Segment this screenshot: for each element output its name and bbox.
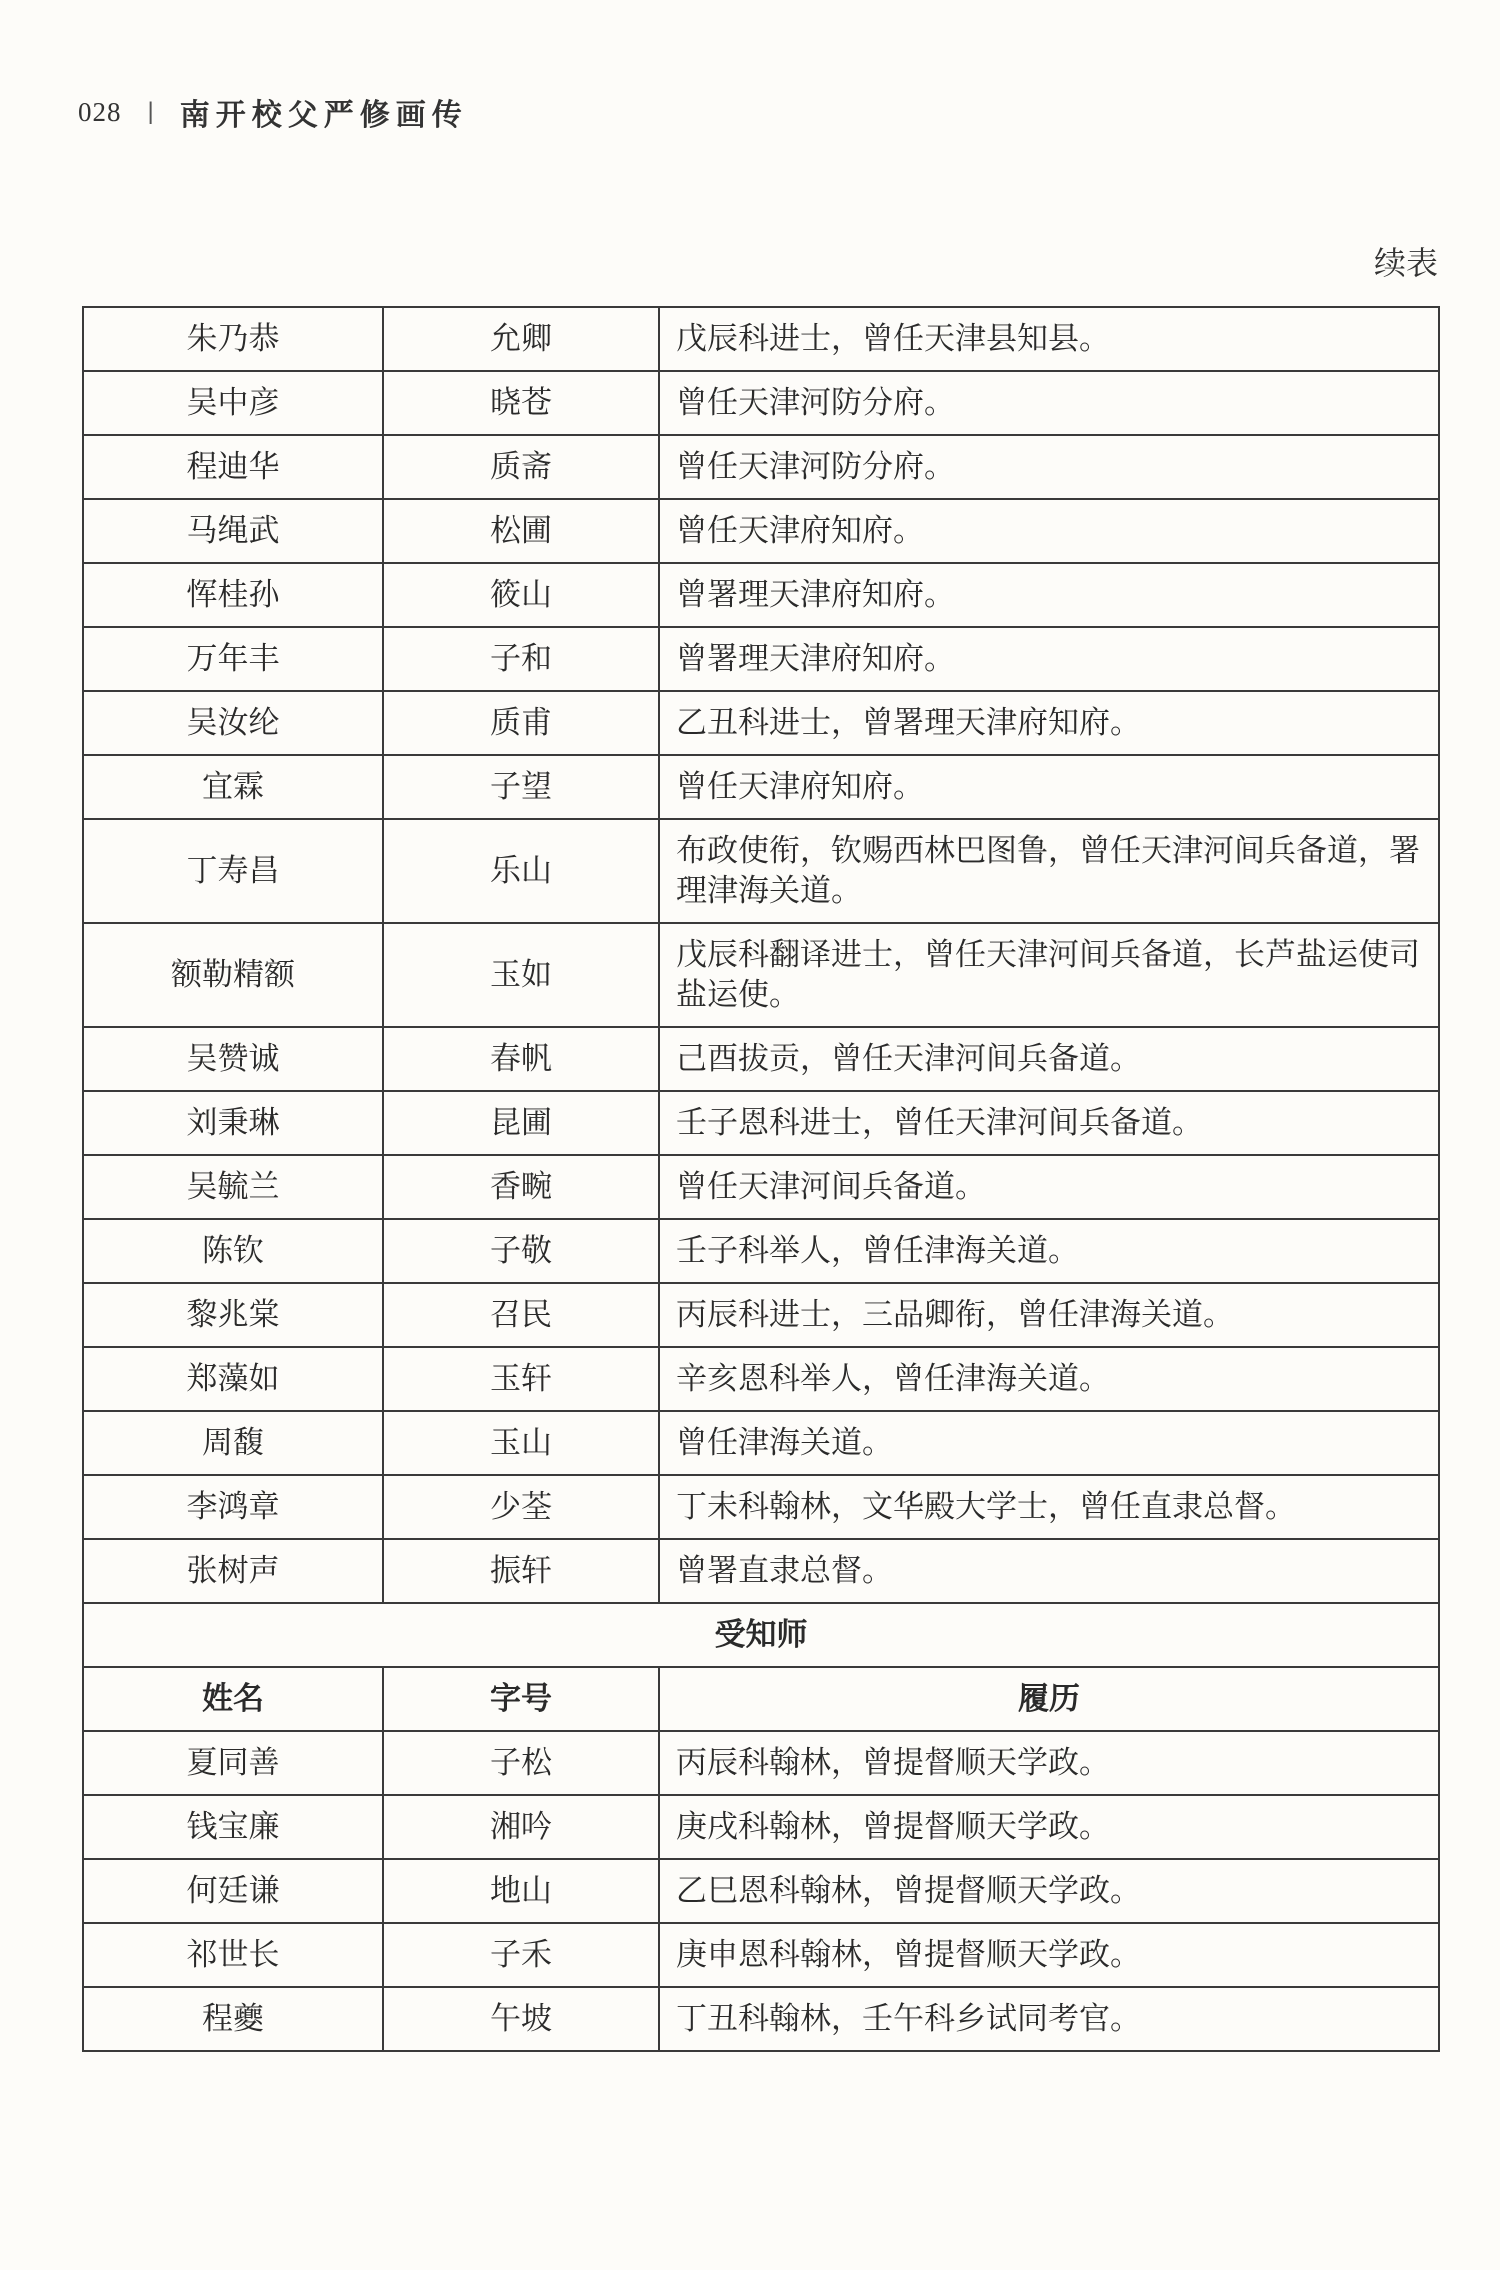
table-row [83,1347,1439,1411]
table-row [83,1475,1439,1539]
cell-courtesy: 昆圃 [383,1091,659,1155]
table-row [83,1859,1439,1923]
cell-name: 朱乃恭 [83,307,383,371]
cell-courtesy: 湘吟 [383,1795,659,1859]
table-row [83,563,1439,627]
cell-record: 戊辰科进士，曾任天津县知县。 [659,307,1439,371]
cell-courtesy: 子望 [383,755,659,819]
table-row [83,435,1439,499]
table-row [83,1283,1439,1347]
table-row [83,1987,1439,2051]
running-header [78,90,468,134]
table-row [83,1411,1439,1475]
table-row [83,1731,1439,1795]
table-row [83,1923,1439,1987]
cell-courtesy: 子禾 [383,1923,659,1987]
cell-courtesy: 乐山 [383,819,659,923]
cell-record: 曾任天津府知府。 [659,755,1439,819]
table-section-teachers [83,1603,1439,1731]
book-title: 南开校父严修画传 [179,98,468,133]
cell-courtesy: 质斋 [383,435,659,499]
cell-courtesy: 玉山 [383,1411,659,1475]
cell-name: 马绳武 [83,499,383,563]
table-row [83,1155,1439,1219]
table-row [83,1219,1439,1283]
table-row [83,923,1439,1027]
continued-table-label: 续表 [1373,244,1438,282]
cell-name: 丁寿昌 [83,819,383,923]
table-row [83,371,1439,435]
table-row [83,1795,1439,1859]
table-row [83,691,1439,755]
cell-courtesy: 召民 [383,1283,659,1347]
column-header-courtesy: 字号 [383,1667,659,1731]
table-row [83,819,1439,923]
cell-courtesy: 晓苍 [383,371,659,435]
cell-record: 辛亥恩科举人，曾任津海关道。 [659,1347,1439,1411]
cell-courtesy: 玉轩 [383,1347,659,1411]
cell-name: 何廷谦 [83,1859,383,1923]
table-body-officials [83,307,1439,1603]
column-header-name: 姓名 [83,1667,383,1731]
table-body-teachers [83,1731,1439,2051]
cell-name: 万年丰 [83,627,383,691]
table-row [83,1091,1439,1155]
cell-courtesy: 松圃 [383,499,659,563]
cell-courtesy: 少荃 [383,1475,659,1539]
cell-name: 程迪华 [83,435,383,499]
cell-name: 额勒精额 [83,923,383,1027]
cell-name: 张树声 [83,1539,383,1603]
cell-name: 程夔 [83,1987,383,2051]
cell-courtesy: 子松 [383,1731,659,1795]
cell-record: 壬子恩科进士，曾任天津河间兵备道。 [659,1091,1439,1155]
cell-courtesy: 地山 [383,1859,659,1923]
cell-record: 丙辰科进士，三品卿衔，曾任津海关道。 [659,1283,1439,1347]
table-row [83,307,1439,371]
cell-name: 周馥 [83,1411,383,1475]
cell-record: 曾任天津河间兵备道。 [659,1155,1439,1219]
header-separator: | [147,98,154,125]
cell-courtesy: 香畹 [383,1155,659,1219]
cell-record: 乙丑科进士，曾署理天津府知府。 [659,691,1439,755]
cell-record: 曾任天津府知府。 [659,499,1439,563]
cell-name: 恽桂孙 [83,563,383,627]
cell-record: 己酉拔贡，曾任天津河间兵备道。 [659,1027,1439,1091]
cell-record: 庚戌科翰林，曾提督顺天学政。 [659,1795,1439,1859]
cell-record: 丁未科翰林，文华殿大学士，曾任直隶总督。 [659,1475,1439,1539]
cell-name: 郑藻如 [83,1347,383,1411]
cell-courtesy: 筱山 [383,563,659,627]
cell-record: 曾任津海关道。 [659,1411,1439,1475]
cell-record: 丙辰科翰林，曾提督顺天学政。 [659,1731,1439,1795]
cell-record: 丁丑科翰林，壬午科乡试同考官。 [659,1987,1439,2051]
page-number: 028 [78,96,122,127]
section-title: 受知师 [83,1603,1439,1667]
table-row [83,499,1439,563]
cell-name: 刘秉琳 [83,1091,383,1155]
cell-courtesy: 子和 [383,627,659,691]
cell-name: 陈钦 [83,1219,383,1283]
column-header-row [83,1667,1439,1731]
cell-record: 乙巳恩科翰林，曾提督顺天学政。 [659,1859,1439,1923]
cell-record: 曾署直隶总督。 [659,1539,1439,1603]
cell-record: 戊辰科翻译进士，曾任天津河间兵备道，长芦盐运使司盐运使。 [659,923,1439,1027]
cell-name: 李鸿章 [83,1475,383,1539]
cell-name: 钱宝廉 [83,1795,383,1859]
cell-name: 黎兆棠 [83,1283,383,1347]
cell-courtesy: 午坡 [383,1987,659,2051]
table-row [83,755,1439,819]
cell-record: 庚申恩科翰林，曾提督顺天学政。 [659,1923,1439,1987]
column-header-record: 履历 [659,1667,1439,1731]
cell-name: 吴中彦 [83,371,383,435]
section-title-row [83,1603,1439,1667]
cell-record: 布政使衔，钦赐西林巴图鲁，曾任天津河间兵备道，署理津海关道。 [659,819,1439,923]
cell-record: 曾任天津河防分府。 [659,371,1439,435]
cell-record: 曾署理天津府知府。 [659,627,1439,691]
cell-courtesy: 振轩 [383,1539,659,1603]
cell-name: 夏同善 [83,1731,383,1795]
cell-courtesy: 质甫 [383,691,659,755]
cell-name: 吴赞诚 [83,1027,383,1091]
cell-courtesy: 玉如 [383,923,659,1027]
table-row [83,627,1439,691]
cell-courtesy: 春帆 [383,1027,659,1091]
cell-name: 祁世长 [83,1923,383,1987]
cell-courtesy: 子敬 [383,1219,659,1283]
cell-courtesy: 允卿 [383,307,659,371]
cell-name: 吴毓兰 [83,1155,383,1219]
cell-name: 宜霖 [83,755,383,819]
cell-name: 吴汝纶 [83,691,383,755]
cell-record: 壬子科举人，曾任津海关道。 [659,1219,1439,1283]
cell-record: 曾署理天津府知府。 [659,563,1439,627]
cell-record: 曾任天津河防分府。 [659,435,1439,499]
table-row [83,1539,1439,1603]
table-row [83,1027,1439,1091]
officials-table [82,306,1440,2052]
